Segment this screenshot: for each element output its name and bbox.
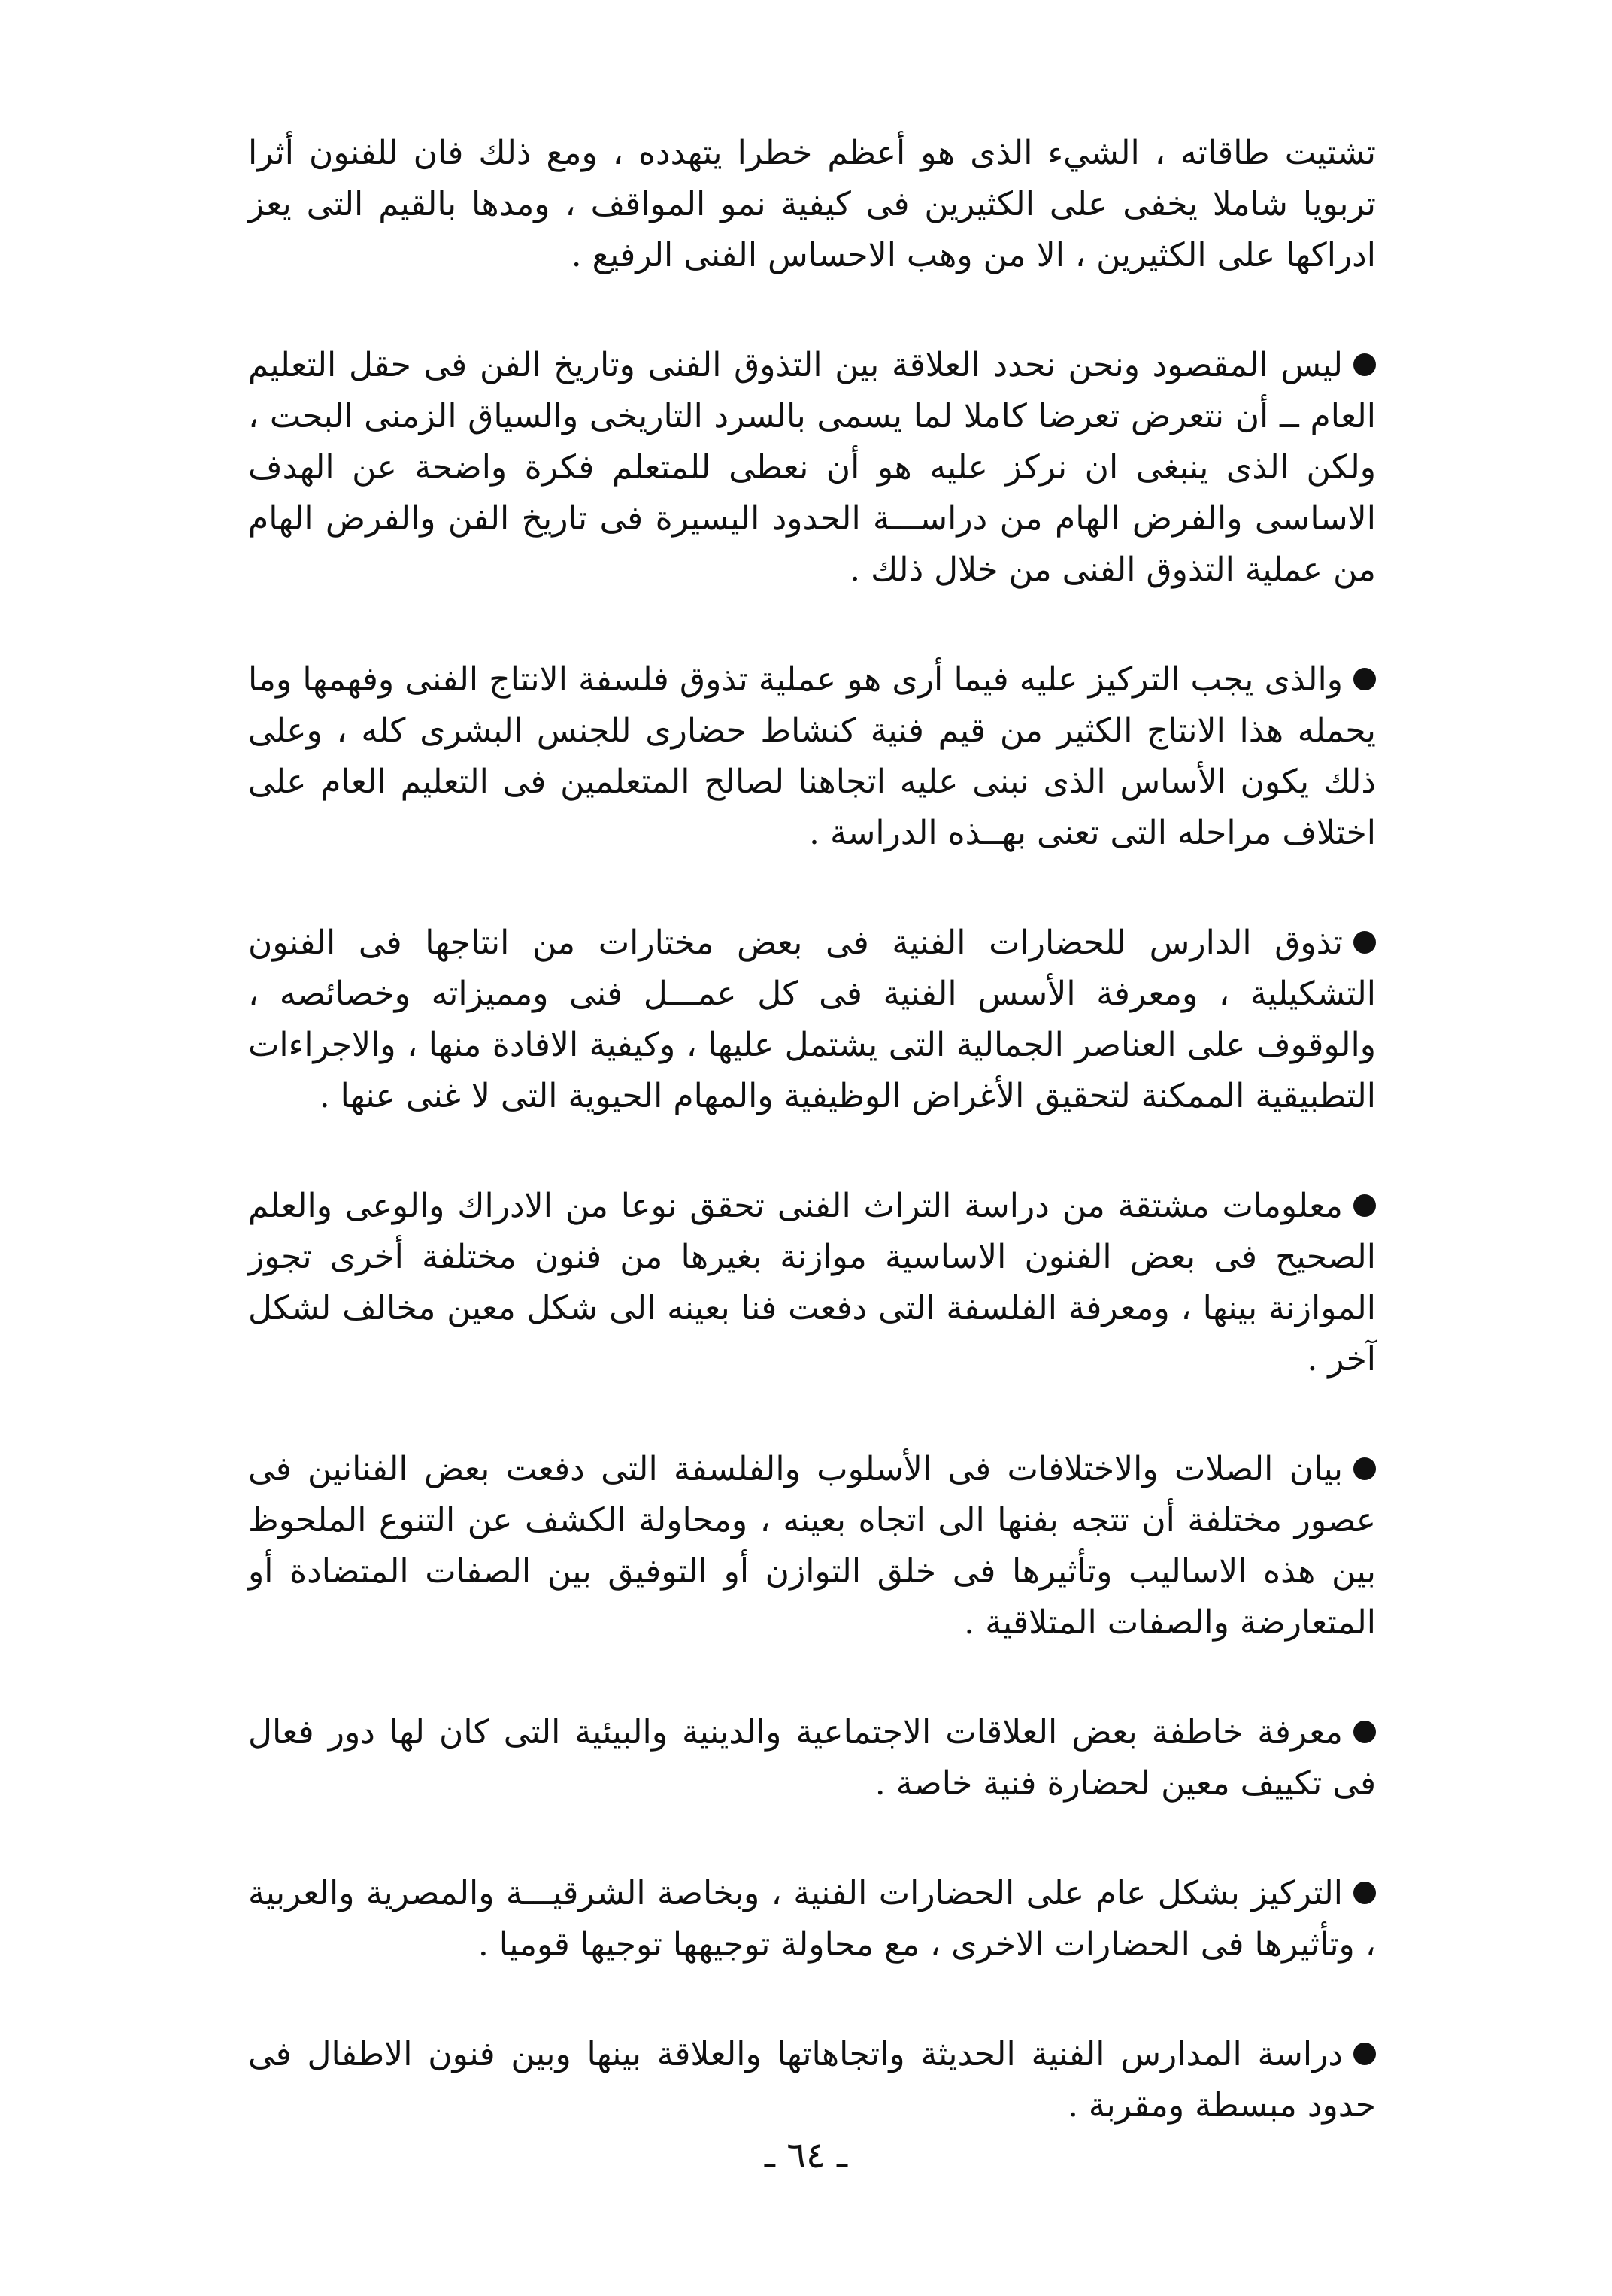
list-item-text: ليس المقصود ونحن نحدد العلاقة بين التذوق الفنى وتاريخ الفن فى حقل التعليم العام ــ أن نتعرض تعرضا كاملا لما يسمى بالسرد التاريخى والسياق الزمنى البحت ، ولكن الذى ينبغى ان نركز عليه هو أن نعطى للمتعلم فكرة واضحة عن الهدف الاساسى والفرض الهام من دراســـة الحدود اليسيرة فى تاريخ الفن والفرض الهام من عملية التذوق الفنى من خلال ذلك . (248, 346, 1376, 589)
list-item (248, 340, 1376, 596)
bullet-icon (1353, 2043, 1376, 2065)
bullet-icon (1353, 1721, 1376, 1743)
bullet-icon (1353, 1457, 1376, 1480)
list-item-text: التركيز بشكل عام على الحضارات الفنية ، وبخاصة الشرقيـــة والمصرية والعربية ، وتأثيرها فى الحضارات الاخرى ، مع محاولة توجيهها توجيها قوميا . (248, 1874, 1376, 1964)
bullet-icon (1353, 353, 1376, 376)
list-item-text: تذوق الدارس للحضارات الفنية فى بعض مختارات من انتاجها فى الفنون التشكيلية ، ومعرفة الأسس الفنية فى كل عمـــل فنى ومميزاته وخصائصه ، والوقوف على العناصر الجمالية التى يشتمل عليها ، وكيفية الافادة منها ، والاجراءات التطبيقية الممكنة لتحقيق الأغراض الوظيفية والمهام الحيوية التى لا غنى عنها . (248, 924, 1376, 1115)
bullet-icon (1353, 668, 1376, 690)
list-item-text: بيان الصلات والاختلافات فى الأسلوب والفلسفة التى دفعت بعض الفنانين فى عصور مختلفة أن تتجه بفنها الى اتجاه بعينه ، ومحاولة الكشف عن التنوع الملحوظ بين هذه الاساليب وتأثيرها فى خلق التوازن أو التوفيق بين الصفات المتضادة أو المتعارضة والصفات المتلاقية . (248, 1450, 1376, 1642)
list-item (248, 1707, 1376, 1809)
intro-paragraph: تشتيت طاقاته ، الشيء الذى هو أعظم خطرا يتهدده ، ومع ذلك فان للفنون أثرا تربويا شاملا يخفى على الكثيرين فى كيفية نمو المواقف ، ومدها بالقيم التى يعز ادراكها على الكثيرين ، الا من وهب الاحساس الفنى الرفيع . (248, 134, 1376, 274)
page-number: ـ ٦٤ ـ (764, 2134, 848, 2176)
bullet-icon (1353, 931, 1376, 954)
list-item-text: دراسة المدارس الفنية الحديثة واتجاهاتها والعلاقة بينها وبين فنون الاطفال فى حدود مبسطة ومقربة . (248, 2035, 1376, 2125)
bullet-icon (1353, 1882, 1376, 1904)
list-item-text: والذى يجب التركيز عليه فيما أرى هو عملية تذوق فلسفة الانتاج الفنى وفهمها وما يحمله هذا الانتاج الكثير من قيم فنية كنشاط حضارى للجنس البشرى كله ، وعلى ذلك يكون الأساس الذى نبنى عليه اتجاهنا لصالح المتعلمين فى التعليم العام على اختلاف مراحله التى تعنى بهــذه الدراسة . (248, 660, 1376, 852)
list-item (248, 1444, 1376, 1648)
document-page (248, 128, 1376, 2190)
list-item (248, 2029, 1376, 2131)
list-item-text: معلومات مشتقة من دراسة التراث الفنى تحقق نوعا من الادراك والوعى والعلم الصحيح فى بعض الفنون الاساسية موازنة بغيرها من فنون مختلفة أخرى تجوز الموازنة بينها ، ومعرفة الفلسفة التى دفعت فنا بعينه الى شكل معين مخالف لشكل آخر . (248, 1187, 1376, 1379)
list-item-text: معرفة خاطفة بعض العلاقات الاجتماعية والدينية والبيئية التى كان لها دور فعال فى تكييف معين لحضارة فنية خاصة . (248, 1713, 1376, 1803)
list-item (248, 1181, 1376, 1385)
list-item (248, 654, 1376, 859)
list-item (248, 917, 1376, 1122)
list-item (248, 1868, 1376, 1970)
bullet-icon (1353, 1194, 1376, 1217)
